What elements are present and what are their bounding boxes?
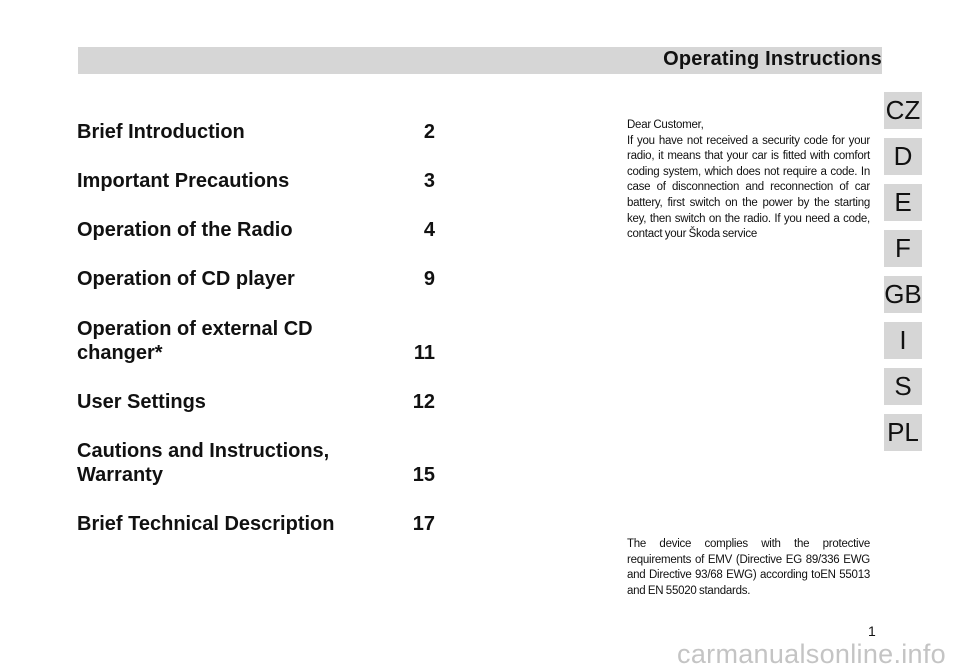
toc-entry-title: Cautions and Instructions, Warranty <box>77 440 330 486</box>
toc-entry-page: 9 <box>423 268 435 290</box>
toc-entry-operation-of-the-radio[interactable] <box>77 218 437 242</box>
language-tab-f[interactable]: F <box>884 230 922 267</box>
toc-entry-cautions-and-instructions-warranty[interactable] <box>77 439 437 487</box>
security-code-notice <box>627 118 870 243</box>
toc-entry-brief-introduction[interactable] <box>77 120 437 144</box>
header-bar <box>78 47 882 74</box>
toc-entry-page: 17 <box>412 513 435 535</box>
toc-entry-operation-of-cd-player[interactable] <box>77 267 437 291</box>
language-tab-d[interactable]: D <box>884 138 922 175</box>
toc-entry-page: 4 <box>423 219 435 241</box>
toc-entry-brief-technical-description[interactable] <box>77 512 437 536</box>
toc-entry-page: 15 <box>412 464 435 486</box>
language-tab-e[interactable]: E <box>884 184 922 221</box>
toc-entry-title: Operation of the Radio <box>77 219 293 241</box>
toc-entry-title: User Settings <box>77 391 206 413</box>
language-tab-s[interactable]: S <box>884 368 922 405</box>
toc-entry-operation-of-external-cd-changer[interactable] <box>77 317 437 365</box>
compliance-text: The device complies with the protective requirements of EMV (Directive EG 89/336 EWG and Directive 93/68 EWG) according toEN 55013 and EN 55020 standards. <box>627 538 870 597</box>
notice-body: If you have not received a security code for your radio, it means that your car is fitted with comfort coding system, which does not require a code. In case of disconnection and reconnection of car battery, first switch on the power by the starting key, then switch on the radio. If you need a code, contact your Škoda service <box>627 134 870 241</box>
page-number: 1 <box>868 623 876 639</box>
notice-salutation: Dear Customer, <box>627 119 704 131</box>
toc-entry-title: Important Precautions <box>77 170 290 192</box>
toc-entry-page: 12 <box>412 391 435 413</box>
toc-entry-title: Brief Technical Description <box>77 513 335 535</box>
toc-entry-page: 3 <box>423 170 435 192</box>
toc-entry-user-settings[interactable] <box>77 390 437 414</box>
toc-entry-title: Brief Introduction <box>77 121 245 143</box>
toc-entry-page: 2 <box>423 121 435 143</box>
language-tab-i[interactable]: I <box>884 322 922 359</box>
watermark: carmanualsonline.info <box>677 639 946 669</box>
language-tab-pl[interactable]: PL <box>884 414 922 451</box>
language-tab-gb[interactable]: GB <box>884 276 922 313</box>
language-tab-cz[interactable]: CZ <box>884 92 922 129</box>
toc-entry-title: Operation of CD player <box>77 268 295 290</box>
compliance-notice <box>627 537 870 599</box>
toc-entry-important-precautions[interactable] <box>77 169 437 193</box>
toc-entry-title: Operation of external CD changer* <box>77 318 313 364</box>
toc-entry-page: 11 <box>413 342 435 364</box>
page-title: Operating Instructions <box>663 48 882 70</box>
